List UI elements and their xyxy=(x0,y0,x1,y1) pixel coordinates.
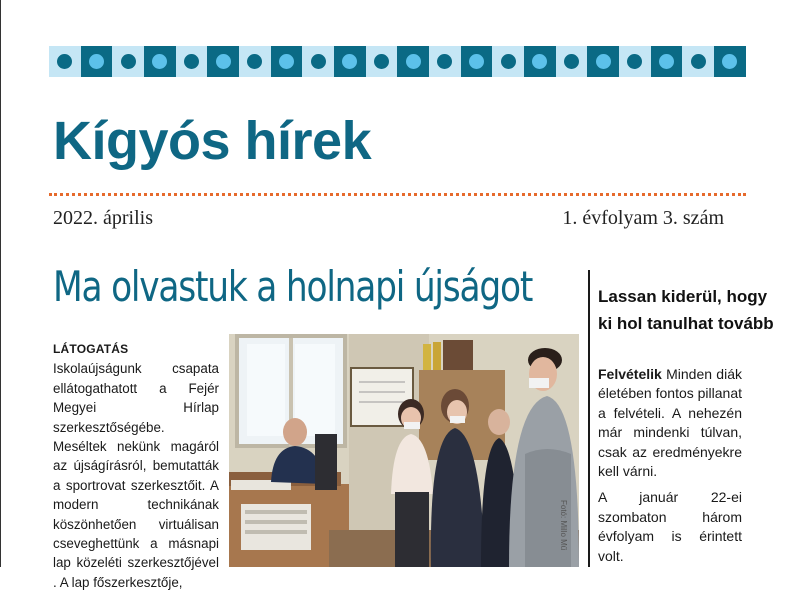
banner-dot-cell xyxy=(49,46,81,77)
banner-dot-cell xyxy=(176,46,208,77)
page-edge-rule xyxy=(0,0,1,567)
masthead-title: Kígyós hírek xyxy=(53,111,372,171)
banner-dot xyxy=(311,54,326,69)
banner-dot xyxy=(627,54,642,69)
article-kicker: LÁTOGATÁS xyxy=(53,342,129,356)
banner-dot-cell xyxy=(81,46,113,77)
main-article-headline: Ma olvastuk a holnapi újságot xyxy=(53,262,533,311)
banner-dot xyxy=(247,54,262,69)
decorative-dot-banner xyxy=(49,46,746,77)
banner-dot-cell xyxy=(271,46,303,77)
sidebar-kicker: Felvételik xyxy=(598,366,662,382)
banner-dot-cell xyxy=(714,46,746,77)
banner-dot-cell xyxy=(556,46,588,77)
banner-dot-cell xyxy=(302,46,334,77)
banner-dot xyxy=(564,54,579,69)
article-body-text: Iskolaújságunk csapata ellátogathatott a Fejér Megyei Hírlap szerkesztőségébe. Meséltek nekünk magáról az újságírásról, bemutatták a sportrovat szerkesztőit. A modern technikának köszönhetően virtuálisan cseveghettünk a másnapi lap közeléti szerkesztőjével . A lap főszerkesztője, xyxy=(53,361,219,590)
banner-dot-cell xyxy=(651,46,683,77)
banner-dot xyxy=(437,54,452,69)
banner-dot-cell xyxy=(207,46,239,77)
main-article-body xyxy=(53,339,219,592)
banner-dot xyxy=(374,54,389,69)
photo-illustration xyxy=(229,334,579,567)
masthead-dotted-divider xyxy=(49,193,746,196)
banner-dot-cell xyxy=(492,46,524,77)
sidebar-article-body xyxy=(598,365,742,573)
column-divider xyxy=(588,270,590,567)
banner-dot-cell xyxy=(334,46,366,77)
banner-dot-cell xyxy=(429,46,461,77)
banner-dot xyxy=(57,54,72,69)
newsroom-visit-photo xyxy=(229,334,579,567)
banner-dot xyxy=(501,54,516,69)
sidebar-paragraph-text: Minden diák életében fontos pillanat a felvételi. A nehezén már mindenki túlvan, csak az eredményekre kell várni. xyxy=(598,366,742,480)
sidebar-article-title: Lassan kiderül, hogy ki hol tanulhat tovább xyxy=(598,287,774,333)
banner-dot-cell xyxy=(112,46,144,77)
photo-credit: Fotó: Millo Mű xyxy=(559,500,568,551)
banner-dot xyxy=(469,54,484,69)
banner-dot-cell xyxy=(619,46,651,77)
banner-dot-cell xyxy=(587,46,619,77)
banner-dot-cell xyxy=(461,46,493,77)
banner-dot xyxy=(184,54,199,69)
sidebar-paragraph: A január 22-ei szombaton három évfolyam is érintett volt. xyxy=(598,489,742,564)
banner-dot-cell xyxy=(366,46,398,77)
banner-dot-cell xyxy=(682,46,714,77)
issue-date: 2022. április xyxy=(53,207,153,229)
banner-dot xyxy=(532,54,547,69)
banner-dot-cell xyxy=(397,46,429,77)
banner-dot xyxy=(279,54,294,69)
banner-dot xyxy=(89,54,104,69)
issue-number: 1. évfolyam 3. szám xyxy=(562,207,724,229)
banner-dot xyxy=(406,54,421,69)
banner-dot-cell xyxy=(144,46,176,77)
banner-dot xyxy=(596,54,611,69)
banner-dot xyxy=(691,54,706,69)
sidebar-paragraph xyxy=(598,365,742,481)
banner-dot xyxy=(152,54,167,69)
banner-dot xyxy=(722,54,737,69)
banner-dot xyxy=(121,54,136,69)
banner-dot xyxy=(659,54,674,69)
banner-dot-cell xyxy=(524,46,556,77)
banner-dot xyxy=(342,54,357,69)
banner-dot-cell xyxy=(239,46,271,77)
banner-dot xyxy=(216,54,231,69)
